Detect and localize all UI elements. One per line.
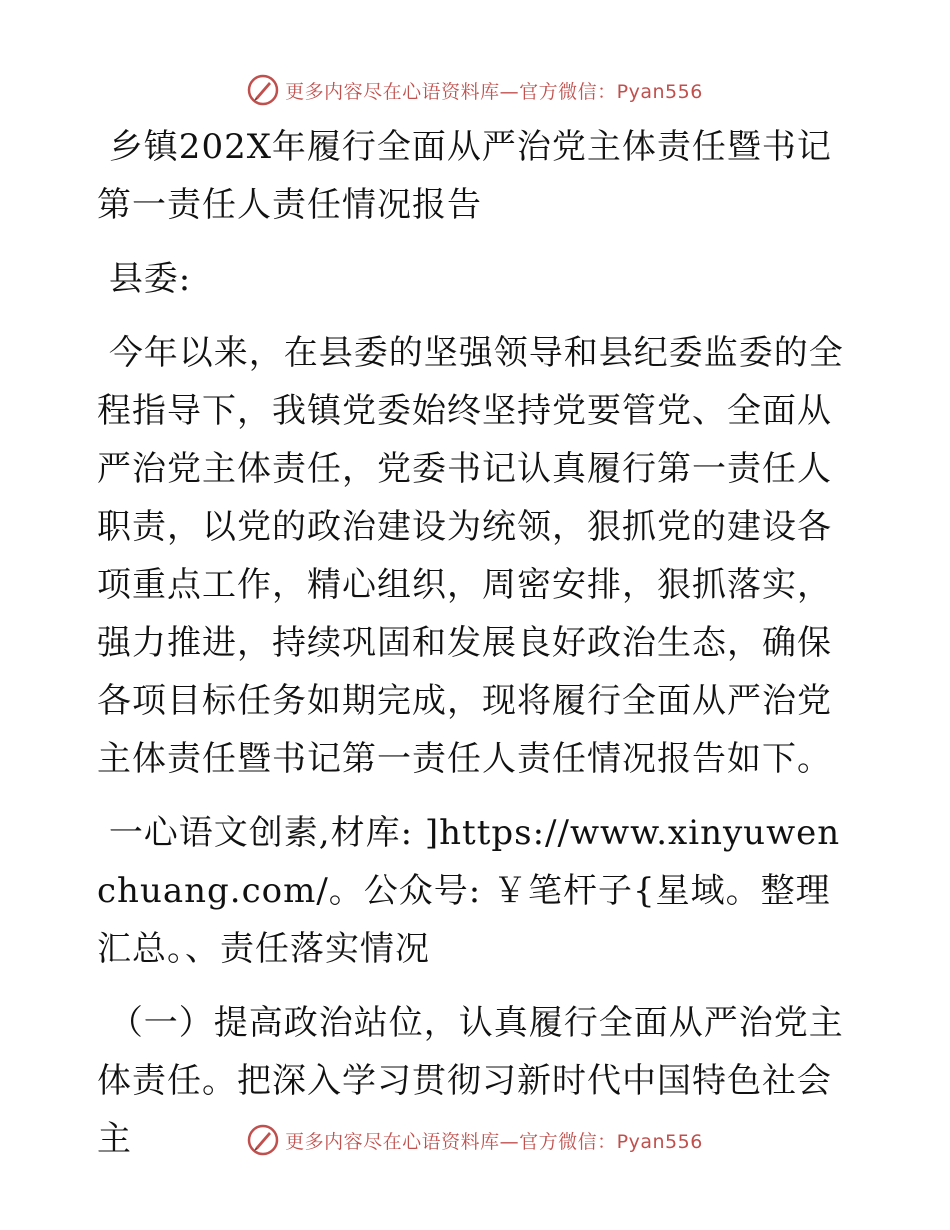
quill-logo-icon [247,1124,279,1156]
watermark-banner-bottom [0,1120,950,1160]
document-body [97,118,852,1168]
watermark-text: 更多内容尽在心语资料库—官方微信：Pyan556 [285,80,703,103]
watermark-banner-top [0,70,950,110]
document-title: 乡镇202X年履行全面从严治党主体责任暨书记第一责任人责任情况报告 [97,127,832,225]
sub-heading-paragraph: （一）提高政治站位，认真履行全面从严治党主体责任。把深入学习贯彻习新时代中国特色社会主 [97,1003,844,1159]
watermark-text: 更多内容尽在心语资料库—官方微信：Pyan556 [285,1130,703,1153]
salutation: 县委: [97,259,192,299]
quill-logo-icon [247,74,279,106]
intro-paragraph: 今年以来，在县委的坚强领导和县纪委监委的全程指导下，我镇党委始终坚持党要管党、全面从严治党主体责任，党委书记认真履行第一责任人职责，以党的政治建设为统领，狠抓党的建设各项重点工作，精心组织，周密安排，狠抓落实，强力推进，持续巩固和发展良好政治生态，确保各项目标任务如期完成，现将履行全面从严治党主体责任暨书记第一责任人责任情况报告如下。 [97,333,844,779]
section-heading-line: 一心语文创素,材库: ]https://www.xinyuwenchuang.com/。公众号: ￥笔杆子{星域。整理汇总。、责任落实情况 [97,813,841,969]
